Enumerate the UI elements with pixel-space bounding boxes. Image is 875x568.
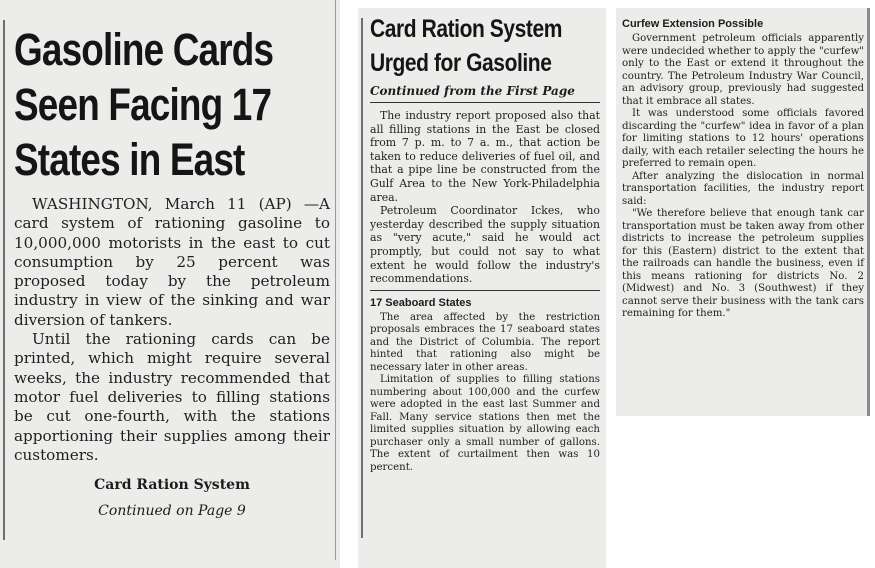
column-rule [361, 18, 363, 538]
subheading: 17 Seaboard States [370, 296, 472, 309]
headline: Gasoline Cards Seen Facing 17 States in East [14, 24, 274, 185]
continued-from-line: Continued from the First Page [370, 84, 575, 98]
subheading: Curfew Extension Possible [622, 18, 764, 30]
column-rule [3, 20, 5, 540]
body-paragraph: Petroleum Coordinator Ickes, who yesterday described the supply situation as "very acute," said he would act promptly, but could not say to what extent he would follow the industry's recommendations. [370, 204, 600, 286]
body-paragraph: The industry report proposed also that all filling stations in the East be closed from 7 p. m. to 7 a. m., that action be taken to reduce deliveries of fuel oil, and that a pipe line be constructed from the Gulf Area to the New York-Philadelphia area. [370, 109, 600, 204]
jump-title: Card Ration System [94, 477, 250, 494]
divider [370, 290, 600, 291]
divider [370, 102, 600, 103]
continued-on-page: Continued on Page 9 [98, 503, 246, 520]
body-paragraph: The area affected by the restriction proposals embraces the 17 seaboard states and the District of Columbia. The report hinted that rationing also might be necessary later in other areas. [370, 311, 600, 373]
body-paragraph: It was understood some officials favored discarding the "curfew" idea in favor of a plan for limiting stations to 12 hours' operations daily, with each retailer selecting the hours he preferred to remain open. [622, 108, 864, 169]
body-paragraph: Limitation of supplies to filling stations numbering about 100,000 and the curfew were adopted in the east last Summer and Fall. Many service stations then met the limited supplies situation by allowing each purchaser only a small number of gallons. The extent of curtailment then was 10 percent. [370, 374, 600, 473]
front-page-clipping [0, 0, 340, 568]
lead-paragraph: WASHINGTON, March 11 (AP) —A card system of rationing gasoline to 10,000,000 motorists in the east to cut consumption by 25 percent was proposed today by the petroleum industry in view of the sinking and war diversion of tankers. [14, 195, 330, 329]
column-rule [335, 0, 336, 560]
column-rule [867, 8, 870, 416]
body-paragraph: Until the rationing cards can be printed, which might require several weeks, the industry recommended that motor fuel deliveries to filling stations be cut one-fourth, with the stations apportioning their supplies among their customers. [14, 330, 330, 464]
continuation-clipping-2 [616, 8, 870, 416]
continuation-clipping [358, 8, 606, 568]
headline: Card Ration System Urged for Gasoline [370, 15, 562, 77]
body-paragraph: Government petroleum officials apparently were undecided whether to apply the "curfew" only to the East or extend it throughout the country. The Petroleum Industry War Council, an advisory group, previously had suggested that it embrace all states. [622, 33, 864, 107]
quote-paragraph: "We therefore believe that enough tank car transportation must be taken away from other districts to increase the petroleum supplies for this (Eastern) district to the extent that the railroads can handle the business, even if this means rationing for districts No. 2 (Midwest) and No. 3 (Southwest) if they cannot serve their business with the tank cars remaining for them." [622, 208, 864, 319]
body-paragraph: After analyzing the dislocation in normal transportation facilities, the industry report said: [622, 170, 864, 207]
